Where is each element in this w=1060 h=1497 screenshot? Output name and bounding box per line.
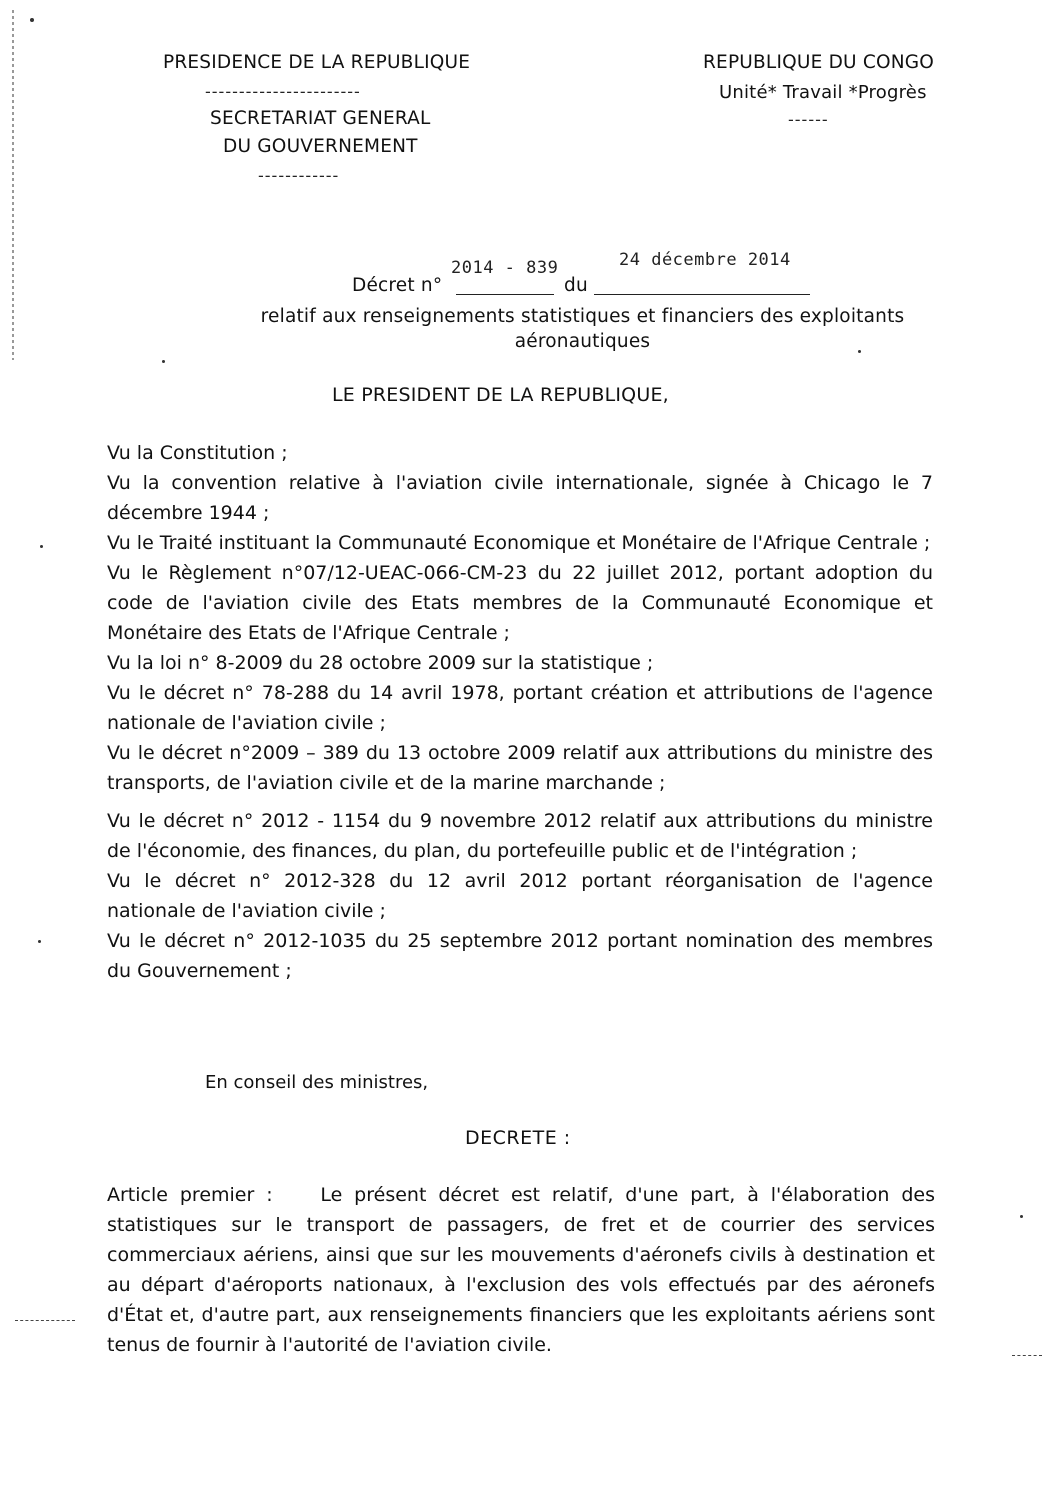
- national-motto: Unité* Travail *Progrès: [719, 82, 927, 103]
- council-statement: En conseil des ministres,: [205, 1072, 429, 1093]
- consideration-item: Vu la convention relative à l'aviation civile internationale, signée à Chicago le 7 décembre 1944 ;: [107, 472, 933, 524]
- decree-number-value: 2014 - 839: [451, 258, 559, 278]
- article-text: Le présent décret est relatif, d'une part, à l'élaboration des statistiques sur le transport de passagers, de fret et de courrier des services commerciaux aériens, ainsi que sur les mouvements d'aéronefs civils à destination et au départ d'aéroports nationaux, à l'exclusion des vols effectués par des aéronefs d'État et, d'autre part, aux renseignements financiers que les exploitants aériens sont tenus de fournir à l'autorité de l'aviation civile.: [107, 1184, 935, 1356]
- consideration-item: Vu le Règlement n°07/12-UEAC-066-CM-23 du 22 juillet 2012, portant adoption du code de l'aviation civile des Etats membres de la Communauté Economique et Monétaire des Etats de l'Afrique Centrale ;: [107, 562, 933, 644]
- scan-speck: [162, 360, 165, 363]
- consideration-item: Vu le décret n°2009 – 389 du 13 octobre 2009 relatif aux attributions du ministre des transports, de l'aviation civile et de la marine marchande ;: [107, 742, 933, 794]
- decree-subject-line1: relatif aux renseignements statistiques et financiers des exploitants: [260, 306, 905, 327]
- decree-subject-line2: aéronautiques: [514, 331, 651, 352]
- scan-speck: [1020, 1215, 1023, 1218]
- article-premier: [107, 1180, 935, 1360]
- consideration-item: Vu la loi n° 8-2009 du 28 octobre 2009 sur la statistique ;: [107, 652, 654, 674]
- header-separator: -----------------------: [205, 82, 361, 101]
- scan-speck: [38, 940, 41, 943]
- considerations-list: [107, 438, 933, 986]
- consideration-item: Vu le Traité instituant la Communauté Economique et Monétaire de l'Afrique Centrale ;: [107, 532, 931, 554]
- decree-number-label: Décret n°: [352, 275, 443, 296]
- scan-edge-mark: [12, 10, 14, 360]
- secretariat-title: SECRETARIAT GENERAL: [210, 108, 431, 129]
- decree-date-blank: [594, 294, 810, 295]
- header-separator: ------: [788, 110, 829, 129]
- consideration-item: Vu le décret n° 2012-1035 du 25 septembre 2012 portant nomination des membres du Gouvernement ;: [107, 930, 933, 982]
- presidency-title: PRESIDENCE DE LA REPUBLIQUE: [163, 52, 471, 73]
- republic-title: REPUBLIQUE DU CONGO: [703, 52, 935, 73]
- scan-dash-mark: [1012, 1355, 1042, 1356]
- header-separator: ------------: [258, 166, 340, 185]
- article-label: Article premier :: [107, 1184, 273, 1206]
- consideration-item: Vu la Constitution ;: [107, 442, 288, 464]
- decrete-heading: DECRETE :: [465, 1127, 571, 1149]
- scan-dash-mark: [15, 1320, 75, 1321]
- scan-speck: [40, 545, 43, 548]
- government-title: DU GOUVERNEMENT: [223, 136, 418, 157]
- scan-speck: [30, 18, 34, 22]
- decree-date-label: du: [564, 275, 588, 296]
- consideration-item: Vu le décret n° 2012 - 1154 du 9 novembre 2012 relatif aux attributions du ministre de l'économie, des finances, du plan, du portefeuille public et de l'intégration ;: [107, 810, 933, 862]
- decree-number-blank: [456, 294, 554, 295]
- decree-date-value: 24 décembre 2014: [619, 250, 791, 270]
- president-heading: LE PRESIDENT DE LA REPUBLIQUE,: [332, 384, 669, 406]
- consideration-item: Vu le décret n° 78-288 du 14 avril 1978, portant création et attributions de l'agence nationale de l'aviation civile ;: [107, 682, 933, 734]
- consideration-item: Vu le décret n° 2012-328 du 12 avril 2012 portant réorganisation de l'agence nationale de l'aviation civile ;: [107, 870, 933, 922]
